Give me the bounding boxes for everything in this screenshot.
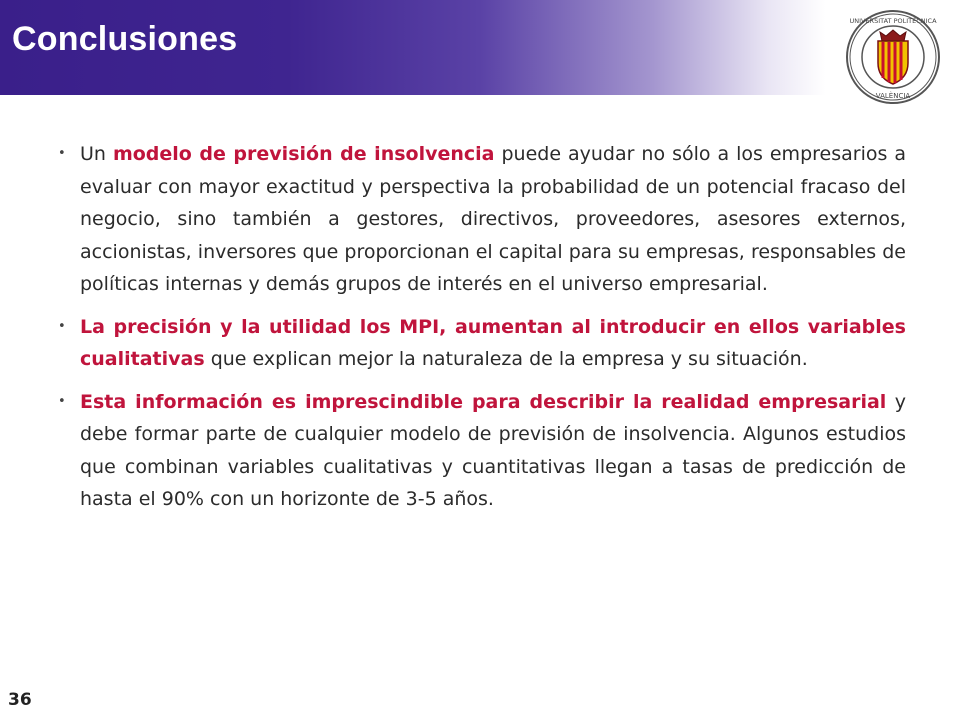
bullet-dot-icon: • [58, 393, 66, 409]
body-text: que explican mejor la naturaleza de la empresa y su situación. [204, 348, 808, 370]
university-seal-icon [844, 8, 942, 106]
slide-title: Conclusiones [12, 20, 238, 58]
highlighted-text: Esta información es imprescindible para describir la realidad empresarial [80, 390, 887, 413]
highlighted-text: La precisión y la utilidad los MPI, aumentan al introducir en ellos variables cualitativas [80, 315, 906, 370]
bullet-dot-icon: • [58, 146, 66, 161]
bullet-list [58, 138, 906, 526]
title-bar [0, 0, 960, 95]
body-text: y debe formar parte de cualquier modelo de previsión de insolvencia. Algunos estudios que combinan variables cualitativas y cuantitativas llegan a tasas de predicción de hasta el 90% con un horizonte de 3-5 años. [80, 390, 906, 510]
seal-text-bottom: VALÈNCIA [875, 92, 911, 100]
bullet-dot-icon: • [58, 318, 66, 334]
highlighted-text: modelo de previsión de insolvencia [112, 143, 495, 165]
body-text: Un [80, 143, 113, 165]
bullet-item [58, 386, 906, 516]
seal-text-top: UNIVERSITAT POLITÈCNICA [849, 17, 937, 25]
body-text: puede ayudar no sólo a los empresarios a evaluar con mayor exactitud y perspectiva la probabilidad de un potencial fracaso del negocio, sino también a gestores, directivos, proveedores, asesores externos, accionistas, inversores que proporcionan el capital para su empresas, responsables de políticas internas y demás grupos de interés en el universo empresarial. [80, 143, 906, 295]
page-number: 36 [8, 690, 32, 710]
bullet-item [58, 311, 906, 376]
bullet-item [58, 138, 906, 301]
